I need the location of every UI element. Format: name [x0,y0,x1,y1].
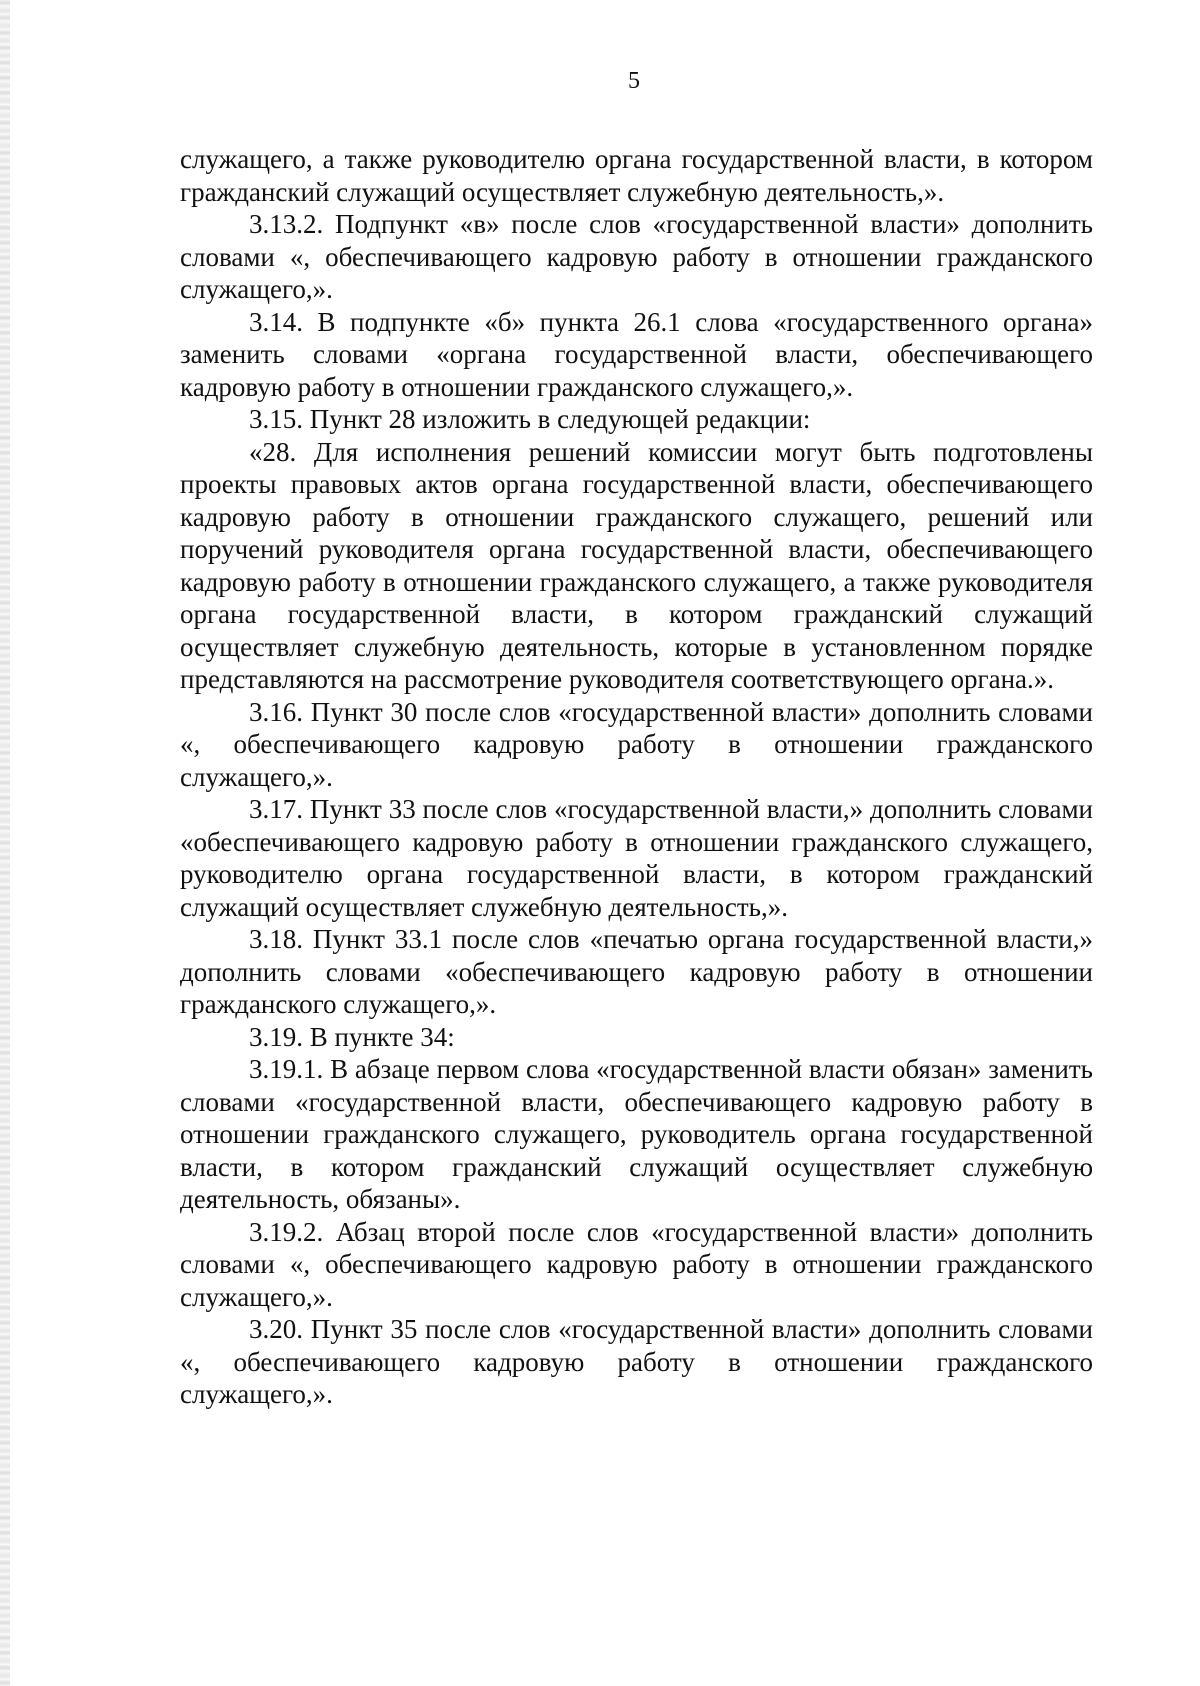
paragraph-3-19: 3.19. В пункте 34: [249,1021,455,1052]
paragraph-3-16: 3.16. Пункт 30 после слов «государственной власти» дополнить словами «, обеспечивающего кадровую работу в отношении гражданского служащего,». [180,696,1093,792]
paragraph-28-quote: «28. Для исполнения решений комиссии могут быть подготовлены проекты правовых актов органа государственной власти, обеспечивающего кадровую работу в отношении гражданского служащего, решений или поручений руководителя органа государственной власти, обеспечивающего кадровую работу в отношении гражданского служащего, а также руководителя органа государственной власти, в котором гражданский служащий осуществляет служебную деятельность, которые в установленном порядке представляются на рассмотрение руководителя соответствующего органа.». [180,436,1093,694]
paragraph-3-14: 3.14. В подпункте «б» пункта 26.1 слова «государственного органа» заменить словами «органа государственной власти, обеспечивающего кадровую работу в отношении гражданского служащего,». [180,306,1093,402]
scan-edge [0,0,10,1686]
document-body [180,143,1093,1411]
paragraph-3-17: 3.17. Пункт 33 после слов «государственной власти,» дополнить словами «обеспечивающего кадровую работу в отношении гражданского служащего, руководителю органа государственной власти, в котором гражданский служащий осуществляет служебную деятельность,». [180,794,1093,922]
page-number: 5 [628,68,640,94]
paragraph-3-19-2: 3.19.2. Абзац второй после слов «государственной власти» дополнить словами «, обеспечивающего кадровую работу в отношении гражданского служащего,». [180,1216,1093,1312]
paragraph-3-13-2: 3.13.2. Подпункт «в» после слов «государственной власти» дополнить словами «, обеспечивающего кадровую работу в отношении гражданского служащего,». [180,209,1093,304]
paragraph-continuation: служащего, а также руководителю органа государственной власти, в котором гражданский служащий осуществляет служебную деятельность,». [180,144,1093,207]
paragraph-3-18: 3.18. Пункт 33.1 после слов «печатью органа государственной власти,» дополнить словами «обеспечивающего кадровую работу в отношении гражданского служащего,». [180,924,1093,1019]
paragraph-3-20: 3.20. Пункт 35 после слов «государственной власти» дополнить словами «, обеспечивающего кадровую работу в отношении гражданского служащего,». [180,1314,1093,1409]
paragraph-3-19-1: 3.19.1. В абзаце первом слова «государственной власти обязан» заменить словами «государственной власти, обеспечивающего кадровую работу в отношении гражданского служащего, руководитель органа государственной власти, в котором гражданский служащий осуществляет служебную деятельность, обязаны». [180,1054,1093,1214]
paragraph-3-15: 3.15. Пункт 28 изложить в следующей редакции: [249,404,811,434]
